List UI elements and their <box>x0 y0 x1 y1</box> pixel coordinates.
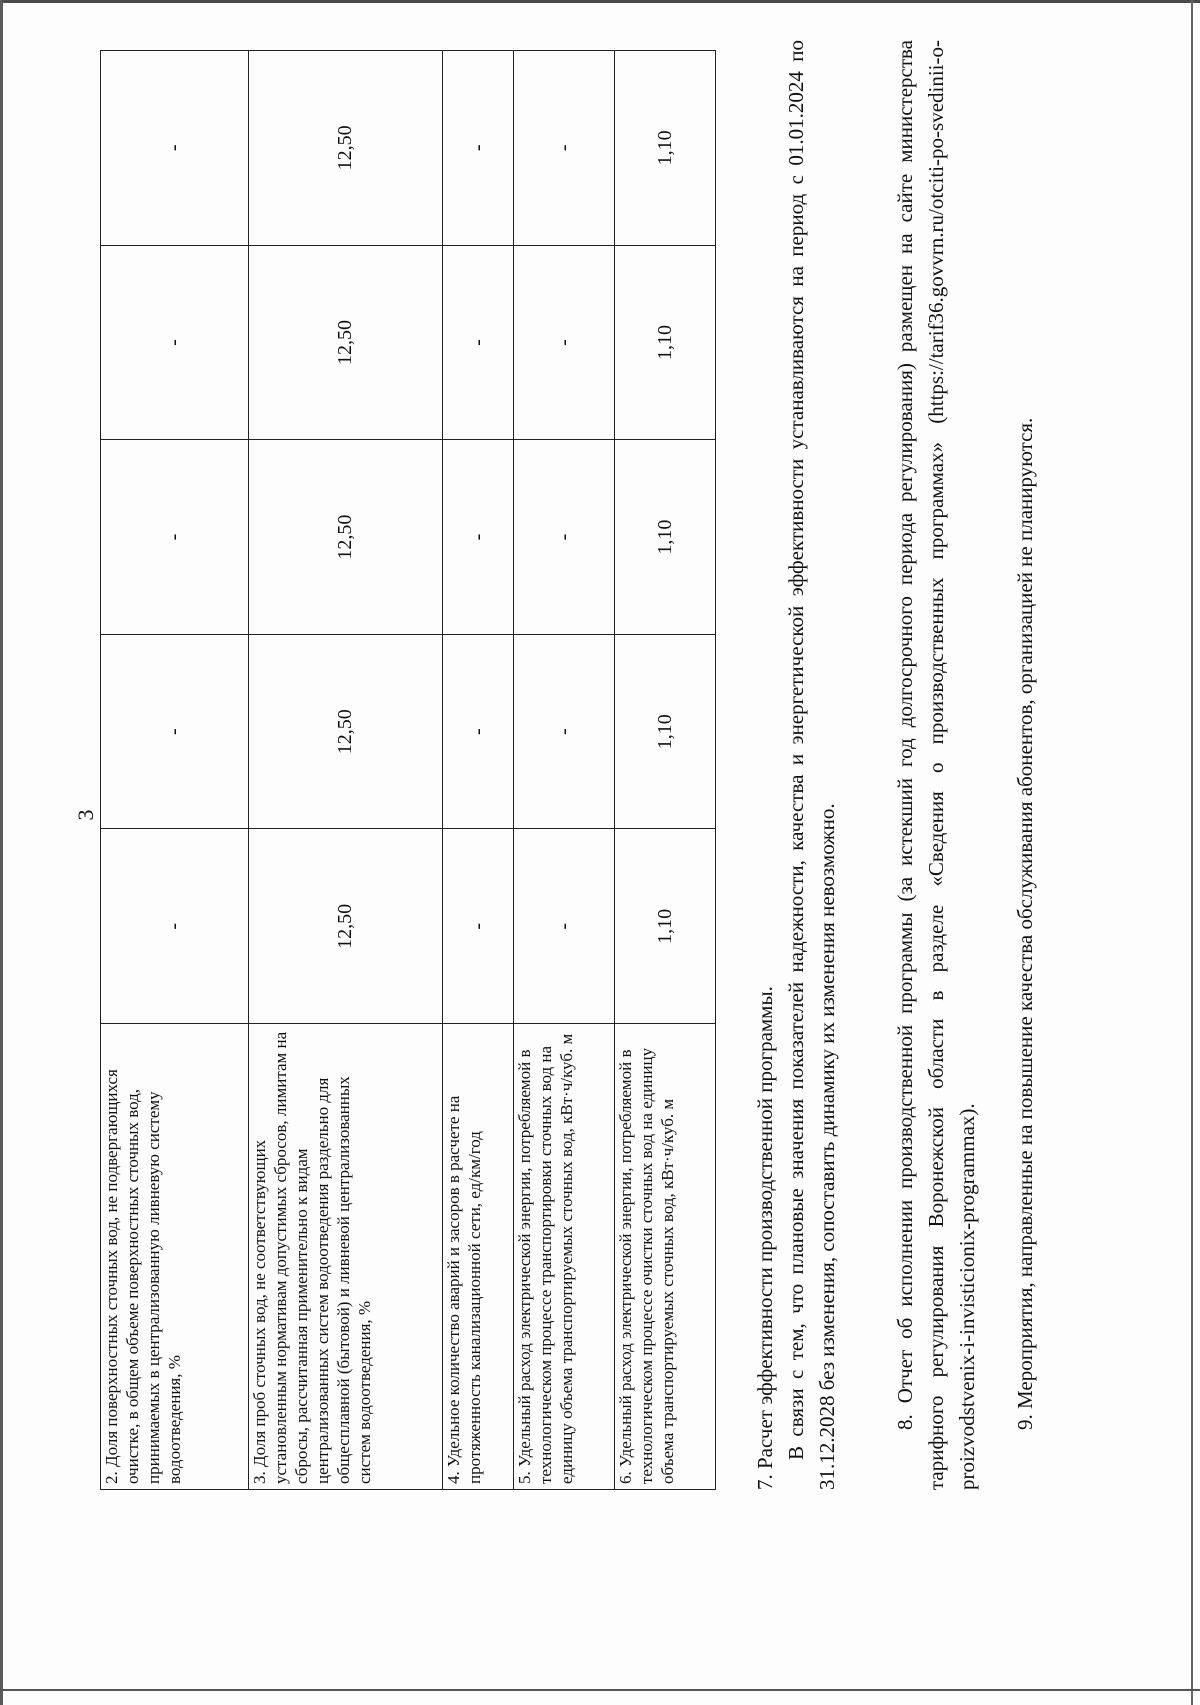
rotated-content <box>100 0 1120 1590</box>
indicator-value: 1,10 <box>615 245 716 440</box>
indicator-value: 1,10 <box>615 829 716 1024</box>
indicator-value: 12,50 <box>249 829 443 1024</box>
indicator-value: - <box>443 245 514 440</box>
indicator-name: 2. Доля поверхностных сточных вод, не подвергающихся очистке, в общем объеме поверхностных сточных вод, принимаемых в централизованную ливневую систему водоотведения, % <box>101 1024 249 1490</box>
section-7-text: В связи с тем, что плановые значения показателей надежности, качества и энергетической эффективности устанавливаются на период с 01.01.2024 по 31.12.2028 без изменения, сопоставить динамику их изменения невозможно. <box>784 40 839 1490</box>
indicator-name: 6. Удельный расход электрической энергии, потребляемой в технологическом процессе очистки сточных вод на единицу объема транспортируемых сточных вод, кВт·ч/куб. м <box>615 1024 716 1490</box>
section-8 <box>890 40 983 1490</box>
indicator-value: 12,50 <box>249 440 443 635</box>
section-7-title: 7. Расчет эффективности производственной программы. <box>753 986 777 1490</box>
indicator-value: 12,50 <box>249 634 443 829</box>
section-8-text: 8. Отчет об исполнении производственной программы (за истекший год долгосрочного периода регулирования) размещен на сайте министерства тарифного регулирования Воронежской области в разделе «Сведения о производственных программах» (https://tarif36.govvrn.ru/otciti-po-svedinii-o-proizvodstvenix-i-invisticionix-programmax). <box>893 40 979 1490</box>
table-row <box>101 51 249 1490</box>
page-number: 3 <box>73 809 98 821</box>
indicator-value: 12,50 <box>249 245 443 440</box>
indicator-value: - <box>514 51 615 246</box>
indicator-value: 12,50 <box>249 51 443 246</box>
indicator-value: - <box>101 829 249 1024</box>
scan-edge <box>0 0 3 1705</box>
indicator-value: - <box>101 634 249 829</box>
section-9-text: 9. Мероприятия, направленные на повышение качества обслуживания абонентов, организацией не планируются. <box>1013 417 1037 1430</box>
section-7 <box>750 40 843 1490</box>
indicator-value: - <box>514 440 615 635</box>
scan-edge <box>0 1689 1200 1691</box>
indicator-value: - <box>443 634 514 829</box>
table-row <box>443 51 514 1490</box>
indicator-value: 1,10 <box>615 51 716 246</box>
indicator-value: 1,10 <box>615 634 716 829</box>
indicator-value: - <box>443 829 514 1024</box>
section-9 <box>1010 40 1041 1490</box>
indicators-table <box>100 50 716 1490</box>
indicator-value: - <box>101 51 249 246</box>
table-row <box>514 51 615 1490</box>
table-row <box>249 51 443 1490</box>
indicator-value: - <box>443 440 514 635</box>
indicator-value: - <box>514 634 615 829</box>
indicator-value: - <box>514 829 615 1024</box>
indicator-name: 4. Удельное количество аварий и засоров в расчете на протяженность канализационной сети, ед/км/год <box>443 1024 514 1490</box>
table-row <box>615 51 716 1490</box>
indicator-value: 1,10 <box>615 440 716 635</box>
indicator-value: - <box>514 245 615 440</box>
indicator-value: - <box>101 440 249 635</box>
indicator-value: - <box>101 245 249 440</box>
indicator-value: - <box>443 51 514 246</box>
scan-edge <box>1191 0 1193 1705</box>
indicator-name: 5. Удельный расход электрической энергии, потребляемой в технологическом процессе транспортировки сточных вод на единицу объема транспортируемых сточных вод, кВт·ч/куб. м <box>514 1024 615 1490</box>
indicator-name: 3. Доля проб сточных вод, не соответствующих установленным нормативам допустимых сбросов, лимитам на сбросы, рассчитанная применительно к видам централизованных систем водоотведения раздельно для общесплавной (бытовой) и ливневой централизованных систем водоотведения, % <box>249 1024 443 1490</box>
